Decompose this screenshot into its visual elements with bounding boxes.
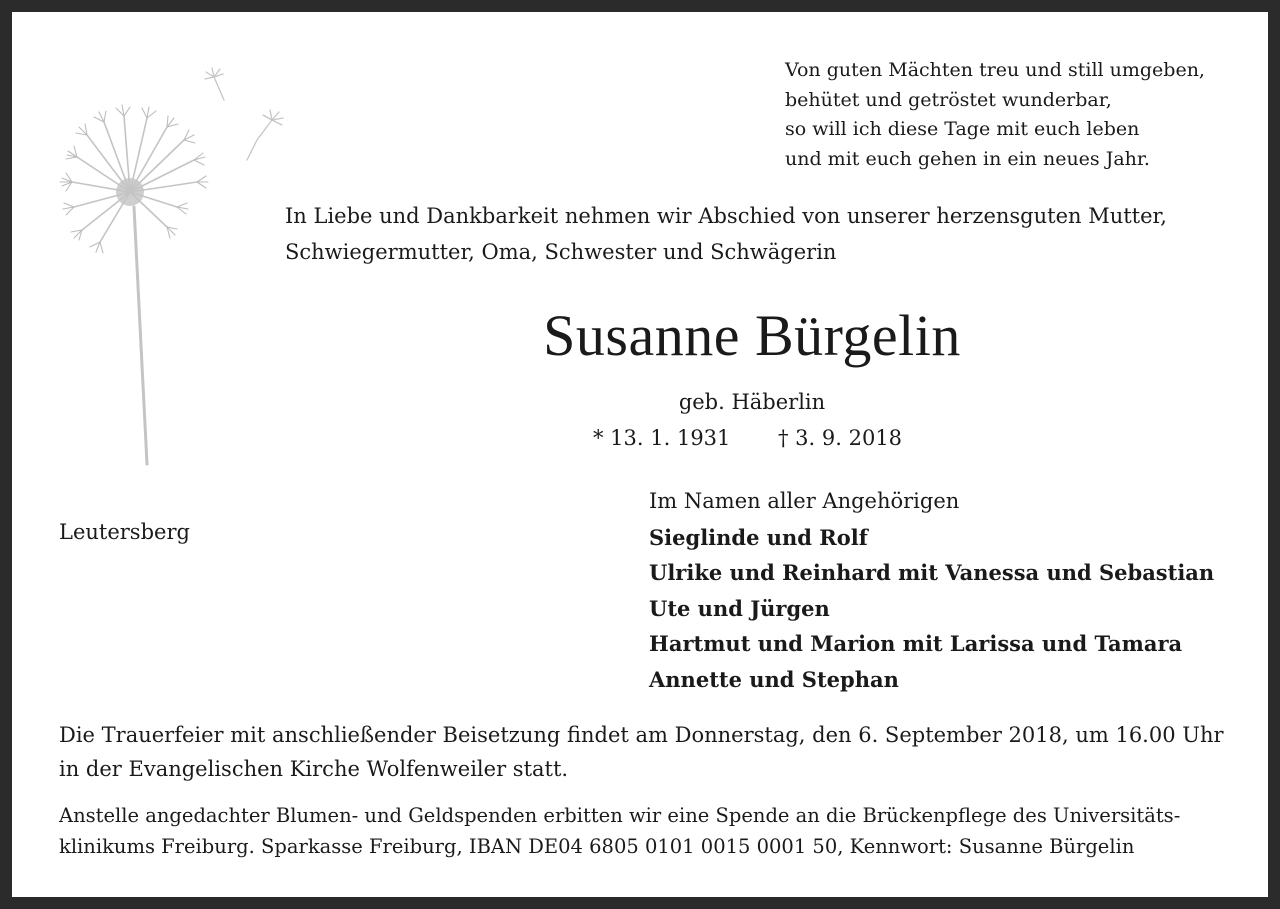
- intro-line: Schwiegermutter, Oma, Schwester und Schwägerin: [285, 240, 837, 264]
- family-name: Hartmut und Marion mit Larissa und Tamara: [649, 631, 1183, 656]
- funeral-line: Die Trauerfeier mit anschließender Beisetzung findet am Donnerstag, den 6. September 2018, um 16.00 Uhr: [59, 723, 1224, 747]
- death-date: † 3. 9. 2018: [778, 426, 903, 450]
- poem-line: Von guten Mächten treu und still umgeben,: [785, 59, 1205, 81]
- obituary-card: [12, 12, 1268, 897]
- funeral-notice: [59, 718, 1224, 786]
- poem-line: so will ich diese Tage mit euch leben: [785, 118, 1140, 140]
- signers-prefix: Im Namen aller Angehörigen: [649, 489, 960, 513]
- donation-line: Anstelle angedachter Blumen- und Geldspenden erbitten wir eine Spende an die Brückenpflege des Universitäts-: [59, 804, 1181, 827]
- poem: [785, 56, 1205, 174]
- maiden-name: geb. Häberlin: [678, 390, 826, 414]
- birth-date: * 13. 1. 1931: [593, 426, 731, 450]
- funeral-line: in der Evangelischen Kirche Wolfenweiler statt.: [59, 757, 569, 781]
- poem-line: behütet und getröstet wunderbar,: [785, 88, 1112, 111]
- intro-line: In Liebe und Dankbarkeit nehmen wir Abschied von unserer herzensguten Mutter,: [285, 204, 1167, 228]
- signers: [649, 484, 1214, 697]
- family-name: Ulrike und Reinhard mit Vanessa und Sebastian: [649, 560, 1215, 585]
- donation-notice: [59, 800, 1180, 862]
- family-name: Sieglinde und Rolf: [649, 524, 868, 550]
- intro-text: [285, 198, 1167, 270]
- family-name: Annette und Stephan: [649, 666, 899, 692]
- donation-line: klinikums Freiburg. Sparkasse Freiburg, IBAN DE04 6805 0101 0015 0001 50, Kennwort: Susanne Bürgelin: [59, 835, 1135, 858]
- family-name: Ute und Jürgen: [649, 595, 830, 621]
- deceased-name: Susanne Bürgelin: [543, 303, 961, 368]
- poem-line: und mit euch gehen in ein neues Jahr.: [785, 147, 1150, 170]
- place: Leutersberg: [59, 520, 190, 544]
